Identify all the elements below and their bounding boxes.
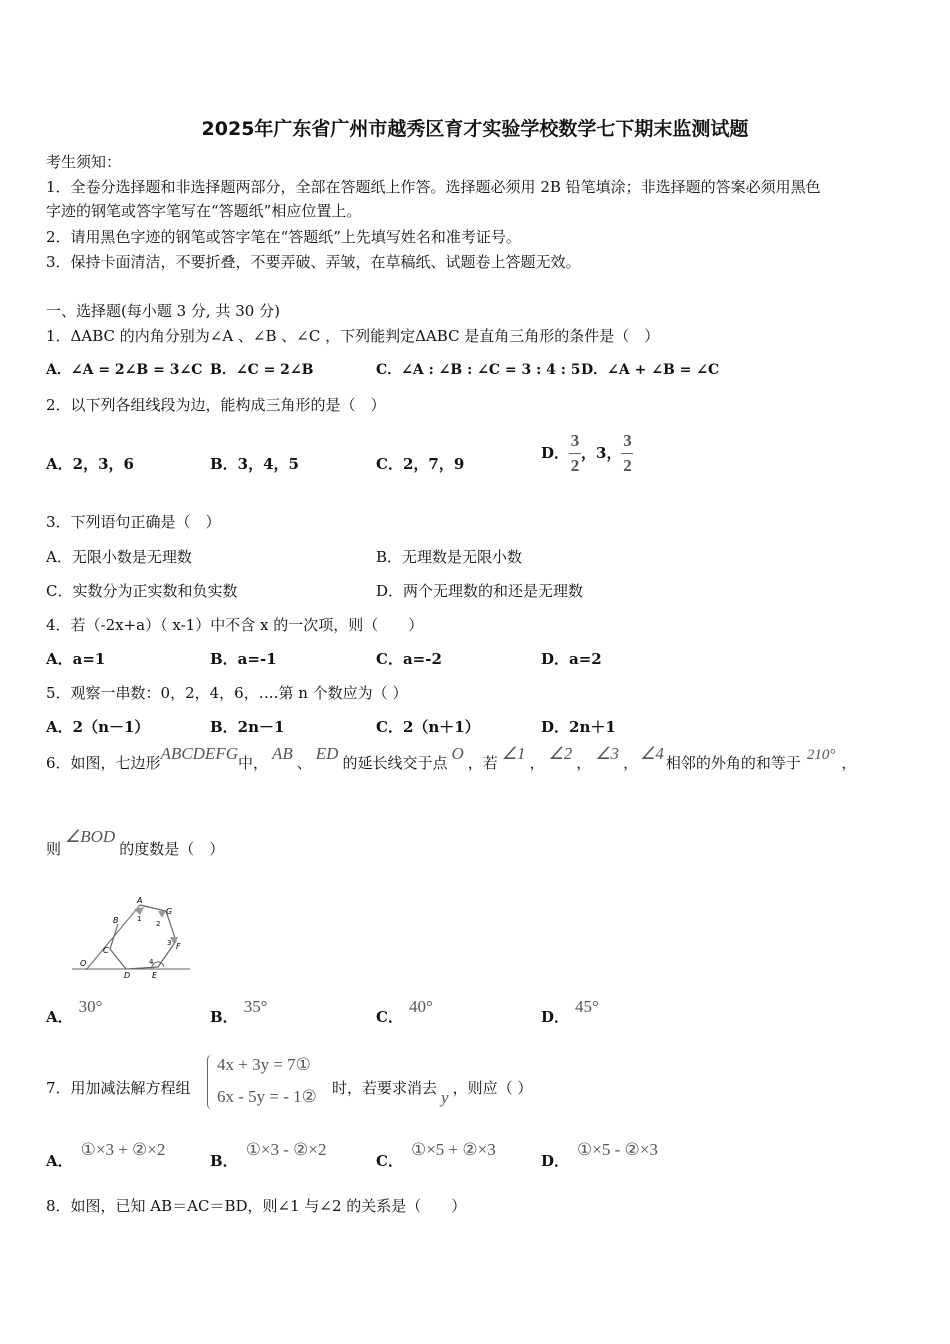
angle-mark-2 — [158, 911, 166, 918]
option-value: ①×3 - ②×2 — [245, 1140, 327, 1159]
q7-math: y — [441, 1088, 449, 1107]
q1-stem: 1．ΔABC 的内角分别为∠A 、∠B 、∠C ，下列能判定ΔABC 是直角三角形的条件是（ ） — [46, 327, 660, 345]
fraction — [569, 432, 581, 475]
q6-math: ABCDEFG — [160, 744, 238, 763]
q4-option-b: B．a=-1 — [210, 650, 277, 668]
label-a: A — [137, 896, 143, 905]
q6-math: AB — [272, 744, 293, 763]
notice-line-3: 3．保持卡面清洁，不要折叠，不要弄破、弄皱，在草稿纸、试题卷上答题无效。 — [46, 253, 581, 271]
q5-option-a: A．2（n－1） — [46, 718, 150, 736]
q3-stem: 3．下列语句正确是（ ） — [46, 513, 221, 531]
q2-option-d-label: D． — [541, 444, 570, 462]
label-b: B — [113, 916, 119, 925]
fraction-numerator: 3 — [623, 430, 632, 450]
q6-stem — [46, 744, 857, 775]
q2-option-a: A．2，3，6 — [46, 455, 134, 473]
q4-option-d: D．a=2 — [541, 650, 602, 668]
q7-option-a — [46, 1140, 166, 1172]
option-label: A． — [46, 1152, 73, 1170]
q6-text: ， — [529, 754, 545, 772]
q5-option-c: C．2（n＋1） — [376, 718, 480, 736]
page-title: 2025年广东省广州市越秀区育才实验学校数学七下期末监测试题 — [201, 118, 749, 140]
option-label: C． — [376, 1152, 403, 1170]
q3-option-a: A．无限小数是无理数 — [46, 548, 192, 566]
q3-option-c: C．实数分为正实数和负实数 — [46, 582, 238, 600]
q6-text: 6．如图，七边形 — [46, 754, 161, 772]
q6-text: 中， — [237, 754, 268, 772]
q7-stem-prefix: 7．用加减法解方程组 — [46, 1079, 191, 1097]
notice-line-2: 2．请用黑色字迹的钢笔或答字笔在“答题纸”上先填写姓名和准考证号。 — [46, 228, 521, 246]
q6-math: ∠4 — [640, 744, 664, 763]
fraction-bar — [569, 453, 581, 454]
q7-equation-2: 6x - 5y = - 1② — [217, 1087, 317, 1106]
option-label: D． — [541, 1008, 570, 1026]
q2-option-c: C．2，7，9 — [376, 455, 465, 473]
fraction — [621, 432, 633, 475]
option-value: ①×5 + ②×3 — [410, 1140, 496, 1159]
q2-stem: 2．以下列各组线段为边，能构成三角形的是（ ） — [46, 396, 386, 414]
q5-stem: 5．观察一串数：0，2，4，6，….第 n 个数应为（ ） — [46, 684, 408, 702]
q6-math: ∠BOD — [65, 827, 116, 846]
q5-option-b: B．2n－1 — [210, 718, 285, 736]
label-e: E — [152, 971, 158, 980]
q6-option-b — [210, 997, 268, 1028]
q7-text: 时，若要求消去 — [332, 1079, 438, 1097]
q6-text: ， — [623, 754, 639, 772]
q2-option-b: B．3，4，5 — [210, 455, 299, 473]
q6-text: 、 — [296, 754, 312, 772]
option-label: A． — [46, 1008, 73, 1026]
q6-option-d — [541, 997, 599, 1028]
q7-option-c — [376, 1140, 496, 1172]
label-f: F — [176, 942, 181, 951]
label-c: C — [103, 946, 109, 955]
q2-option-d-sep: ，3， — [581, 444, 622, 462]
angle-label-3: 3 — [167, 939, 172, 947]
line-oa — [86, 905, 140, 970]
q6-math: ∠2 — [548, 744, 573, 763]
q1-option-b: B．∠C = 2∠B — [210, 362, 314, 378]
option-label: D． — [541, 1152, 570, 1170]
q2-option-d — [541, 428, 633, 477]
q4-stem: 4．若（-2x+a）（ x-1）中不含 x 的一次项，则（ ） — [46, 616, 424, 634]
q6-text: ，若 — [467, 754, 498, 772]
q6-stem-cont — [46, 827, 225, 860]
option-value: 30° — [78, 997, 103, 1016]
q7-equation-1: 4x + 3y = 7① — [217, 1055, 311, 1074]
q4-option-c: C．a=-2 — [376, 650, 442, 668]
notice-line-1: 1．全卷分选择题和非选择题两部分，全部在答题纸上作答。选择题必须用 2B 铅笔填涂；非选择题的答案必须用黑色 — [46, 178, 821, 196]
notice-line-1-cont: 字迹的钢笔或答字笔写在“答题纸”相应位置上。 — [46, 202, 362, 220]
option-label: B． — [210, 1008, 238, 1026]
option-value: ①×5 - ②×3 — [577, 1140, 658, 1159]
q6-math: 210° — [806, 747, 836, 763]
q6-math: ED — [315, 744, 339, 763]
q7-option-d — [541, 1140, 658, 1172]
q3-option-d: D．两个无理数的和还是无理数 — [376, 582, 584, 600]
option-value: 35° — [243, 997, 268, 1016]
q4-option-a: A．a=1 — [46, 650, 106, 668]
q7-text: ，则应（ ） — [452, 1079, 533, 1097]
q7-stem-suffix — [332, 1077, 533, 1107]
label-g: G — [166, 907, 173, 916]
q6-text: ， — [841, 754, 857, 772]
label-d: D — [124, 971, 131, 980]
q6-text: ， — [576, 754, 592, 772]
fraction-denominator: 2 — [623, 455, 632, 475]
q1-option-d: D．∠A + ∠B = ∠C — [581, 362, 720, 378]
option-label: B． — [210, 1152, 238, 1170]
label-o: O — [80, 959, 87, 968]
fraction-bar — [621, 453, 633, 454]
q6-option-a — [46, 997, 103, 1028]
q7-option-b — [210, 1140, 327, 1172]
angle-label-2: 2 — [156, 920, 161, 928]
angle-label-1: 1 — [137, 915, 142, 923]
q6-text: 相邻的外角的和等于 — [665, 754, 801, 772]
equation-system-brace — [207, 1054, 214, 1110]
q1-option-c: C．∠A : ∠B : ∠C = 3 : 4 : 5 — [376, 362, 581, 378]
notice-heading: 考生须知： — [46, 153, 122, 171]
q8-stem: 8．如图，已知 AB＝AC＝BD，则∠1 与∠2 的关系是（ ） — [46, 1197, 467, 1215]
angle-label-4: 4 — [149, 958, 154, 966]
fraction-denominator: 2 — [570, 455, 580, 475]
q6-math: ∠3 — [595, 744, 620, 763]
q6-math: O — [451, 744, 464, 763]
option-value: 45° — [575, 997, 599, 1016]
q3-option-b: B．无理数是无限小数 — [376, 548, 523, 566]
angle-mark-4 — [152, 962, 164, 969]
q6-text: 的度数是（ ） — [119, 840, 225, 858]
option-value: ①×3 + ②×2 — [80, 1140, 166, 1159]
option-value: 40° — [408, 997, 433, 1016]
q5-option-d: D．2n＋1 — [541, 718, 616, 736]
q6-math: ∠1 — [501, 744, 526, 763]
q6-text: 则 — [46, 840, 62, 858]
q1-option-a: A．∠A = 2∠B = 3∠C — [46, 362, 203, 378]
heptagon-figure — [70, 893, 196, 983]
fraction-numerator: 3 — [570, 430, 580, 450]
q6-option-c — [376, 997, 433, 1028]
q6-text: 的延长线交于点 — [342, 754, 448, 772]
option-label: C． — [376, 1008, 403, 1026]
section-heading: 一、选择题(每小题 3 分, 共 30 分) — [46, 302, 280, 320]
